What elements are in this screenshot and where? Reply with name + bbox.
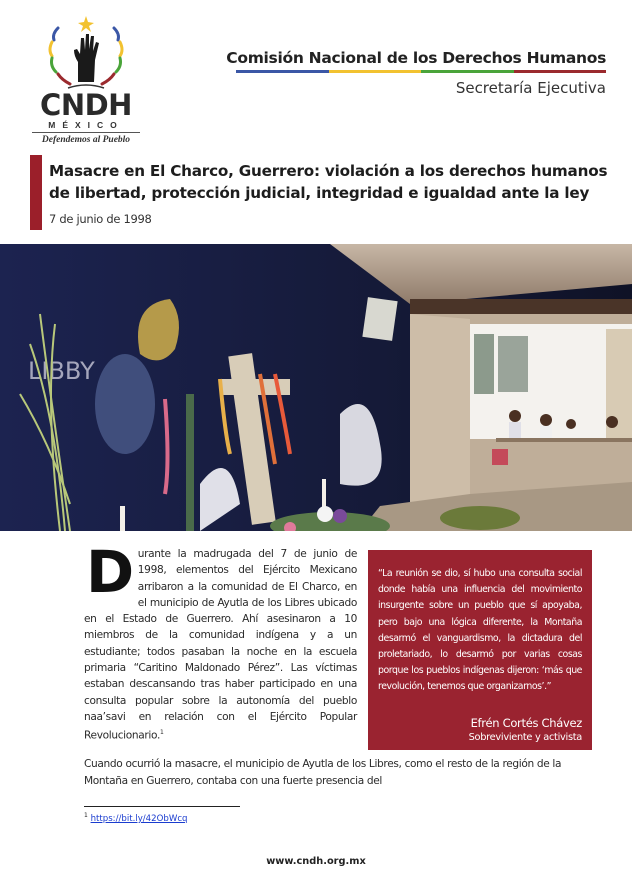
department-name: Secretaría Ejecutiva [455,79,606,97]
footnote-1 [84,812,188,824]
paragraph-2: Cuando ocurrió la masacre, el municipio de Ayutla de los Libres, como el resto de la región de la Montaña en Guerrero, contaba con una fuerte presencia del [84,758,562,787]
quote-text: “La reunión se dio, sí hubo una consulta social donde había una influencia del movimiento insurgente sobre un pueblo que sí apoyaba, pero bajo una lógica diferente, la Montaña desarmó el vanguardismo, la dictadura del proletariado, lo desarmó por varias cosas porque los pueblos indígenas dijeron: ‘más que revolución, tenemos que organizarnos’.” [378,568,582,693]
organization-name: Comisión Nacional de los Derechos Humanos [226,49,606,67]
stripe-red [514,70,606,73]
organization-header [226,49,606,97]
svg-text:LIBBY: LIBBY [28,357,95,385]
stripe-yellow [329,70,421,73]
drop-cap: D [86,538,134,606]
stripe-green [421,70,513,73]
logo-divider [32,132,140,133]
logo-motto: Defendemos al Pueblo [41,135,131,145]
article-title: Masacre en El Charco, Guerrero: violación a los derechos humanos de libertad, protección judicial, integridad e igualdad ante la ley [49,162,608,202]
photo-image [0,244,632,531]
article-date: 7 de junio de 1998 [49,212,152,226]
memorial-photo [0,244,632,531]
raised-hand-laurel-icon [44,16,128,94]
quote-author-role: Sobreviviente y activista [468,731,582,743]
quote-author: Efrén Cortés Chávez [470,715,582,730]
footer-website[interactable]: www.cndh.org.mx [266,856,366,867]
paragraph-1: urante la madrugada del 7 de junio de 1998, elementos del Ejército Mexicano arribaron a la comunidad de El Charco, en el municipio de Ayutla de los Libres ubicado en el Estado de Guerrero. Ahí asesinaron a 10 miembros de la comunidad indígena y a un estudiante; todos pasaban la noche en la escuela primaria “Caritino Maldonado Pérez”. Las víctimas estaban descansando tras haber participado en una consulta popular sobre la autonomía del pueblo naa’savi en relación con el Ejército Popular Revolucionario. [84,548,357,742]
logo-wordmark: CNDH [40,88,132,122]
stripe-blue [236,70,328,73]
article-body [84,538,357,744]
footnote-link[interactable]: https://bit.ly/42ObWcq [90,813,188,824]
logo-country: MÉXICO [48,120,124,130]
footnote-number: 1 [84,812,88,819]
title-accent-bar [30,155,42,230]
pull-quote [368,550,592,750]
footnote-ref[interactable]: 1 [159,729,164,737]
footnote-divider [84,806,240,807]
color-stripe [236,70,606,73]
cndh-logo [26,14,146,145]
